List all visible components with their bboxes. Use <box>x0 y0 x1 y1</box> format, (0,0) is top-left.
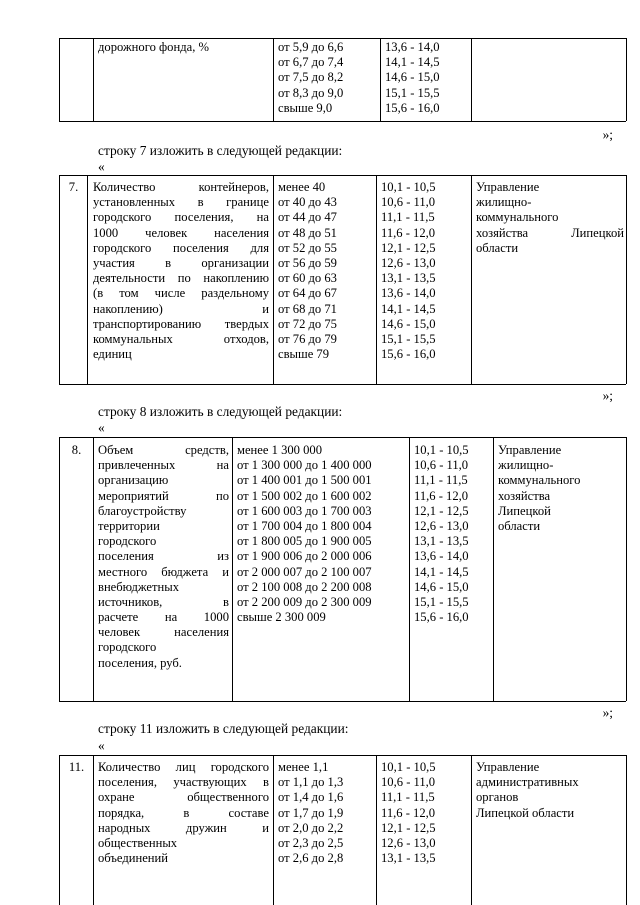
indicator-line: местного бюджета и <box>98 564 229 579</box>
score-value: 15,6 - 16,0 <box>381 347 436 362</box>
range-value: от 76 до 79 <box>278 331 337 346</box>
range-value: от 52 до 55 <box>278 240 337 255</box>
responsible-line: Липецкой области <box>476 805 575 820</box>
scores-cell <box>381 760 469 866</box>
responsible-cell <box>476 760 624 821</box>
score-value: 10,1 - 10,5 <box>381 180 436 194</box>
range-value: от 1,1 до 1,3 <box>278 775 344 790</box>
score-value: 11,6 - 12,0 <box>381 805 436 820</box>
indicator-line: городского <box>98 640 157 655</box>
range-value: от 60 до 63 <box>278 271 337 286</box>
responsible-line: коммунального <box>476 210 559 225</box>
responsible-line: жилищно- <box>476 195 532 210</box>
indicator-line: внебюджетных <box>98 579 179 594</box>
score-value: 10,6 - 11,0 <box>381 195 436 210</box>
score-value: 13,1 - 13,5 <box>414 534 469 549</box>
indicator-line: привлеченных на <box>98 458 229 473</box>
responsible-line: хозяйства <box>498 488 551 503</box>
range-value: от 40 до 43 <box>278 195 337 210</box>
score-value: 14,1 - 14,5 <box>385 55 440 70</box>
range-value: от 48 до 51 <box>278 225 337 240</box>
scores-cell <box>385 40 469 116</box>
indicator-line: порядка, в составе <box>98 805 269 820</box>
range-value: менее 40 <box>278 180 326 194</box>
score-value: 11,1 - 11,5 <box>414 473 468 488</box>
score-value: 11,1 - 11,5 <box>381 790 435 805</box>
score-value: 11,6 - 12,0 <box>414 488 469 503</box>
range-value: от 2 200 009 до 2 300 009 <box>237 594 372 609</box>
range-value: от 1 800 005 до 1 900 005 <box>237 534 372 549</box>
closing-quote: »; <box>602 705 613 720</box>
scores-cell <box>381 180 469 362</box>
instruction-row-8: строку 8 изложить в следующей редакции: <box>98 404 343 419</box>
indicator-line: дорожного фонда, % <box>98 40 210 54</box>
row-number: 11. <box>68 760 85 774</box>
range-value: от 2,0 до 2,2 <box>278 820 344 835</box>
score-value: 12,6 - 13,0 <box>414 518 469 533</box>
instruction-row-7: строку 7 изложить в следующей редакции: <box>98 143 343 158</box>
indicator-line: транспортированию твердых <box>93 316 269 331</box>
indicator-line: поселения, руб. <box>98 655 182 670</box>
responsible-line: Управление <box>476 760 540 774</box>
range-value: свыше 9,0 <box>278 100 333 115</box>
indicator-line: организацию <box>98 473 169 488</box>
instruction-row-11: строку 11 изложить в следующей редакции: <box>98 721 349 736</box>
indicator-line: деятельности по накоплению <box>93 271 269 286</box>
range-value: от 2 000 007 до 2 100 007 <box>237 564 372 579</box>
range-value: от 1 300 000 до 1 400 000 <box>237 458 372 473</box>
closing-quote: »; <box>602 127 613 142</box>
score-value: 10,1 - 10,5 <box>381 760 436 774</box>
indicator-cell <box>98 443 229 671</box>
range-value: свыше 2 300 009 <box>237 610 326 625</box>
ranges-cell <box>278 180 374 362</box>
score-value: 12,6 - 13,0 <box>381 255 436 270</box>
range-value: от 2 100 008 до 2 200 008 <box>237 579 372 594</box>
range-value: от 1 700 004 до 1 800 004 <box>237 518 372 533</box>
score-value: 13,6 - 14,0 <box>381 286 436 301</box>
range-value: от 6,7 до 7,4 <box>278 55 344 70</box>
indicator-line: единиц <box>93 347 132 362</box>
score-value: 13,6 - 14,0 <box>385 40 440 54</box>
indicator-cell <box>98 760 269 866</box>
scores-cell <box>414 443 491 625</box>
score-value: 14,1 - 14,5 <box>414 564 469 579</box>
range-value: от 1 600 003 до 1 700 003 <box>237 503 372 518</box>
score-value: 10,6 - 11,0 <box>414 458 469 473</box>
range-value: от 44 до 47 <box>278 210 337 225</box>
score-value: 15,1 - 15,5 <box>385 85 440 100</box>
range-value: менее 1 300 000 <box>237 443 323 457</box>
range-value: свыше 79 <box>278 347 330 362</box>
score-value: 13,1 - 13,5 <box>381 271 436 286</box>
indicator-line: Объем средств, <box>98 443 229 457</box>
score-value: 12,1 - 12,5 <box>381 820 436 835</box>
row-number: 8. <box>71 443 82 457</box>
responsible-line: Липецкой <box>498 503 551 518</box>
range-value: от 1 900 006 до 2 000 006 <box>237 549 372 564</box>
ranges-cell <box>278 40 378 116</box>
score-value: 11,6 - 12,0 <box>381 225 436 240</box>
row-number: 7. <box>68 180 79 194</box>
indicator-line: человек населения <box>98 625 229 640</box>
range-value: от 5,9 до 6,6 <box>278 40 344 54</box>
score-value: 15,1 - 15,5 <box>381 331 436 346</box>
open-quote: « <box>98 159 105 174</box>
score-value: 15,6 - 16,0 <box>385 100 440 115</box>
responsible-line: хозяйства Липецкой <box>476 225 624 240</box>
range-value: от 56 до 59 <box>278 255 337 270</box>
indicator-line: поселения из <box>98 549 229 564</box>
indicator-line: общественных <box>98 835 178 850</box>
responsible-line: Управление <box>498 443 562 457</box>
score-value: 10,1 - 10,5 <box>414 443 469 457</box>
responsible-line: органов <box>476 790 519 805</box>
indicator-cell <box>93 180 269 362</box>
indicator-line: мероприятий по <box>98 488 229 503</box>
indicator-line: расчете на 1000 <box>98 610 229 625</box>
range-value: менее 1,1 <box>278 760 329 774</box>
responsible-cell <box>498 443 624 534</box>
indicator-line: участия в организации <box>93 255 269 270</box>
indicator-line: городского поселения для <box>93 240 269 255</box>
indicator-line: городского поселения, на <box>93 210 269 225</box>
score-value: 13,1 - 13,5 <box>381 851 436 866</box>
indicator-line: 1000 человек населения <box>93 225 269 240</box>
indicator-line: объединений <box>98 851 169 866</box>
indicator-line: (в том числе раздельному <box>93 286 269 301</box>
indicator-line: поселения, участвующих в <box>98 775 269 790</box>
indicator-line: народных дружин и <box>98 820 269 835</box>
responsible-line: коммунального <box>498 473 581 488</box>
score-value: 10,6 - 11,0 <box>381 775 436 790</box>
score-value: 14,1 - 14,5 <box>381 301 436 316</box>
indicator-line: городского <box>98 534 157 549</box>
closing-quote: »; <box>602 388 613 403</box>
score-value: 14,6 - 15,0 <box>414 579 469 594</box>
indicator-line: Количество контейнеров, <box>93 180 269 194</box>
score-value: 13,6 - 14,0 <box>414 549 469 564</box>
ranges-cell <box>278 760 374 866</box>
responsible-line: области <box>498 518 541 533</box>
score-value: 12,1 - 12,5 <box>381 240 436 255</box>
range-value: от 1 500 002 до 1 600 002 <box>237 488 372 503</box>
responsible-line: Управление <box>476 180 540 194</box>
score-value: 11,1 - 11,5 <box>381 210 435 225</box>
range-value: от 2,6 до 2,8 <box>278 851 344 866</box>
range-value: от 72 до 75 <box>278 316 337 331</box>
range-value: от 64 до 67 <box>278 286 337 301</box>
indicator-line: Количество лиц городского <box>98 760 269 774</box>
responsible-line: жилищно- <box>498 458 554 473</box>
indicator-line: благоустройству <box>98 503 187 518</box>
range-value: от 68 до 71 <box>278 301 337 316</box>
range-value: от 1,7 до 1,9 <box>278 805 344 820</box>
open-quote: « <box>98 738 105 753</box>
score-value: 12,1 - 12,5 <box>414 503 469 518</box>
range-value: от 2,3 до 2,5 <box>278 835 344 850</box>
score-value: 15,1 - 15,5 <box>414 594 469 609</box>
range-value: от 8,3 до 9,0 <box>278 85 344 100</box>
open-quote: « <box>98 420 105 435</box>
responsible-cell <box>476 180 624 256</box>
indicator-line: установленных в границе <box>93 195 269 210</box>
indicator-line: территории <box>98 518 160 533</box>
score-value: 12,6 - 13,0 <box>381 835 436 850</box>
indicator-line: накоплению) и <box>93 301 269 316</box>
range-value: от 1,4 до 1,6 <box>278 790 344 805</box>
responsible-line: области <box>476 240 519 255</box>
range-value: от 1 400 001 до 1 500 001 <box>237 473 372 488</box>
score-value: 15,6 - 16,0 <box>414 610 469 625</box>
range-value: от 7,5 до 8,2 <box>278 70 344 85</box>
responsible-line: административных <box>476 775 579 790</box>
indicator-line: источников, в <box>98 594 229 609</box>
score-value: 14,6 - 15,0 <box>381 316 436 331</box>
indicator-cell <box>98 40 270 55</box>
score-value: 14,6 - 15,0 <box>385 70 440 85</box>
ranges-cell <box>237 443 407 625</box>
indicator-line: коммунальных отходов, <box>93 331 269 346</box>
indicator-line: охране общественного <box>98 790 269 805</box>
